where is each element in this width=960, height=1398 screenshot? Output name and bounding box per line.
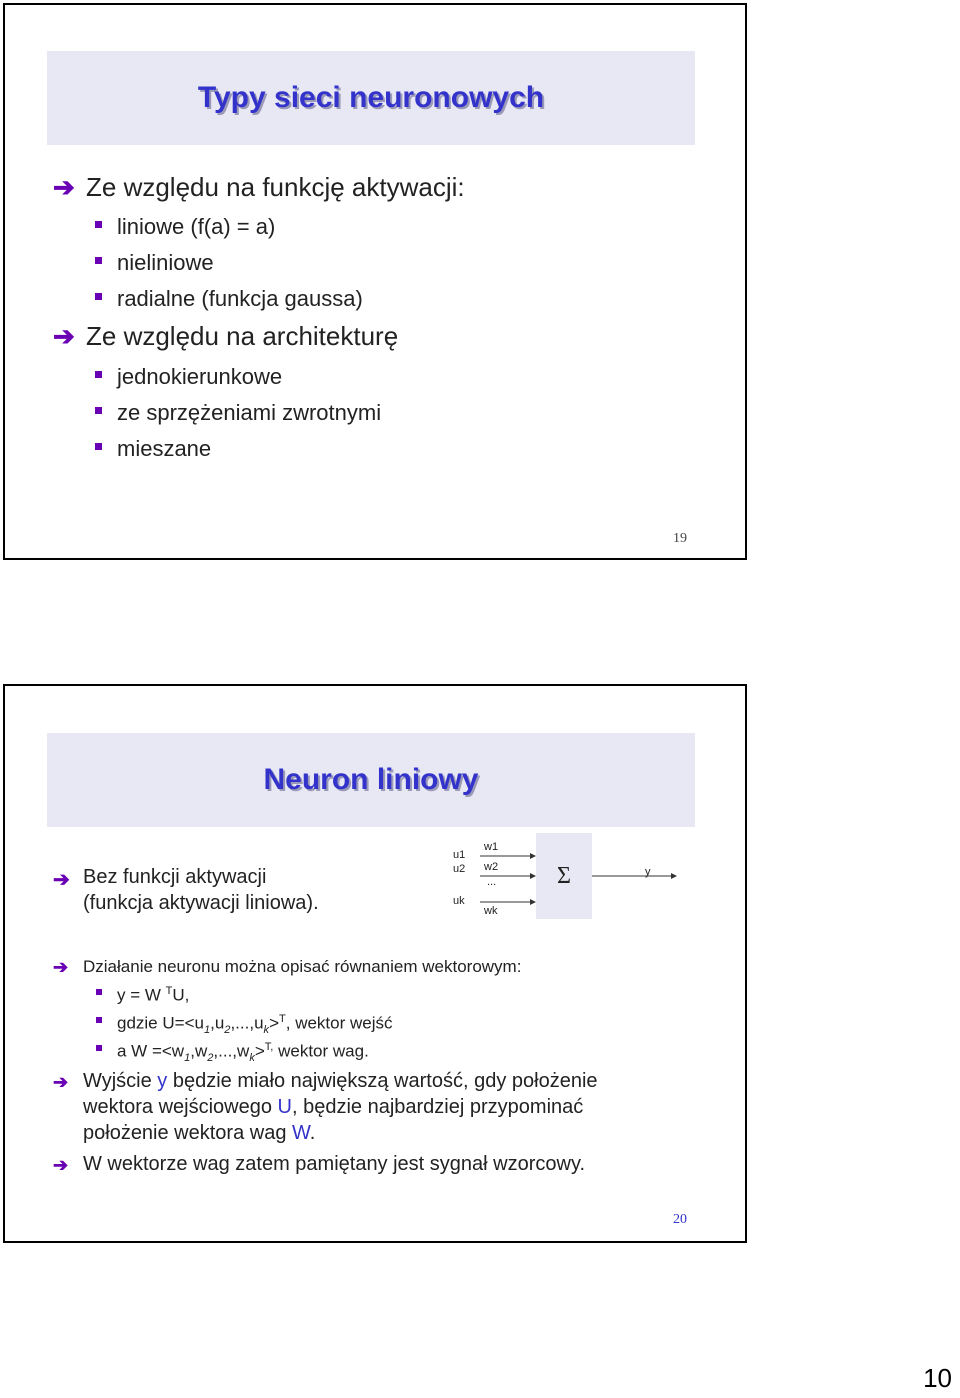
section-heading: Ze względu na funkcję aktywacji: [86,172,465,202]
list-item: liniowe (f(a) = a) [117,214,276,239]
square-bullet-icon [95,293,102,300]
page-number: 20 [673,1212,687,1227]
arrow-bullet-icon: ➔ [53,1072,69,1092]
paragraph-line: W wektorze wag zatem pamiętany jest sygnał wzorcowy. [83,1153,586,1175]
list-item: radialne (funkcja gaussa) [117,286,363,311]
equation-line: y = W $^T$U, [117,985,190,1005]
arrow-bullet-icon: ➔ [53,957,69,977]
output-label: y [645,866,651,878]
square-bullet-icon [95,407,102,414]
sigma-symbol: Σ [557,862,571,889]
slide-title-box [47,733,695,827]
paragraph-line: położenie wektora wag W. [83,1122,316,1144]
intro-line: (funkcja aktywacji liniowa). [83,892,319,914]
input-arrows [475,846,545,914]
arrow-bullet-icon: ➔ [53,172,75,202]
paragraph-line: wektora wejściowego U, będzie najbardziej przypominać [83,1096,584,1118]
list-item: mieszane [117,436,212,461]
slide-title: Neuron liniowy [263,763,479,796]
square-bullet-icon [95,257,102,264]
section-heading: Ze względu na architekturę [86,321,399,351]
input-label: u2 [453,863,466,875]
arrow-bullet-icon: ➔ [53,869,70,891]
page-number: 19 [673,531,687,546]
square-bullet-icon [95,443,102,450]
input-label: u1 [453,849,466,861]
slide-19 [3,3,747,560]
square-bullet-icon [96,1045,102,1051]
weight-label: w2 [484,861,499,873]
description-text: Działanie neuronu można opisać równaniem wektorowym: [83,957,522,976]
paragraph-line: Wyjście y będzie miało największą wartość, gdy położenie [83,1070,598,1092]
slide-20 [3,684,747,1243]
intro-line: Bez funkcji aktywacji [83,866,267,888]
weight-label: ... [487,876,497,888]
arrow-bullet-icon: ➔ [53,1155,69,1175]
equation-line: a $W =<w_1,w_2,...,w_k>^{T,}$ wektor wag. [117,1041,369,1065]
slide-title: Typy sieci neuronowych [197,81,545,114]
square-bullet-icon [95,371,102,378]
arrow-bullet-icon: ➔ [53,321,75,351]
square-bullet-icon [95,221,102,228]
square-bullet-icon [96,989,102,995]
input-label: uk [453,895,465,907]
list-item: ze sprzężeniami zwrotnymi [117,400,382,425]
slide-title-box [47,51,695,145]
summation-node [536,833,592,919]
weight-label: w1 [484,841,499,853]
square-bullet-icon [96,1017,102,1023]
weight-label: wk [484,905,498,917]
list-item: jednokierunkowe [117,364,283,389]
sheet-page-number: 10 [923,1363,952,1393]
list-item: nieliniowe [117,250,214,275]
output-arrow [592,870,682,882]
equation-line: gdzie $U=<u_1,u_2,...,u_k>^T$, wektor wejść [117,1013,393,1037]
